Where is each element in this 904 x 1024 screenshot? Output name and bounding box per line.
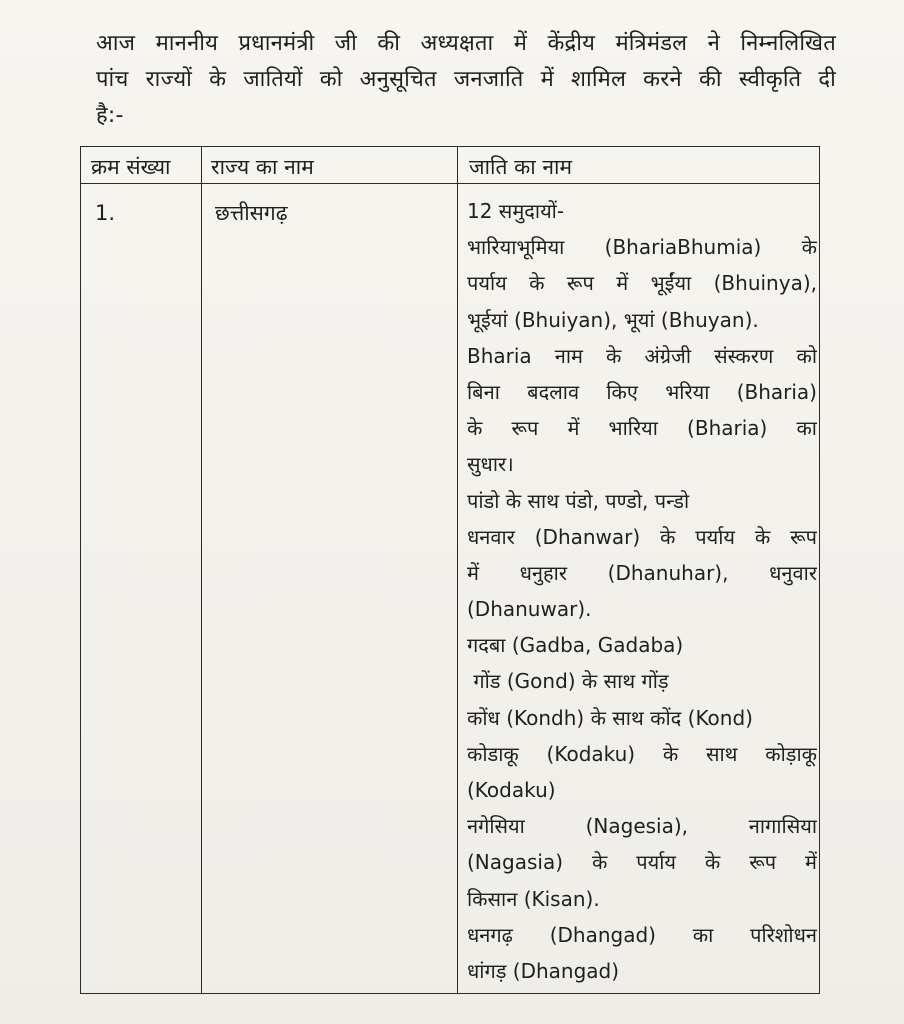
caste-line: धनगढ़ (Dhangad) का परिशोधन (467, 922, 817, 947)
caste-line: में धनुहार (Dhanuhar), धनुवार (467, 560, 817, 585)
caste-line: (Nagasia) के पर्याय के रूप में (467, 850, 817, 875)
caste-line: धनवार (Dhanwar) के पर्याय के रूप (467, 524, 817, 549)
caste-line: गदबा (Gadba, Gadaba) (467, 633, 684, 658)
caste-line: भारियाभूमिया (BhariaBhumia) के (467, 235, 817, 260)
row-serial: 1. (95, 201, 116, 225)
caste-line: Bharia नाम के अंग्रेजी संस्करण को (467, 343, 817, 368)
intro-line-1: आज माननीय प्रधानमंत्री जी की अध्यक्षता में केंद्रीय मंत्रिमंडल ने निम्नलिखित (96, 31, 836, 56)
caste-line: गोंड (Gond) के साथ गोंड़ (467, 669, 669, 694)
row-state: छत्तीसगढ़ (215, 201, 288, 225)
column-divider-1 (201, 147, 202, 993)
intro-line-2: पांच राज्यों के जातियों को अनुसूचित जनजाति में शामिल करने की स्वीकृति दी (96, 67, 836, 92)
caste-line: कोंध (Kondh) के साथ कोंद (Kond) (467, 705, 753, 730)
column-divider-2 (457, 147, 458, 993)
intro-line-3: है:- (96, 103, 124, 128)
caste-line: किसान (Kisan). (467, 886, 600, 911)
caste-line: पांडो के साथ पंडो, पण्डो, पन्डो (467, 488, 690, 513)
header-divider (81, 183, 819, 184)
caste-line: सुधार। (467, 452, 514, 477)
caste-line: (Dhanuwar). (467, 597, 592, 622)
caste-line: कोडाकू (Kodaku) के साथ कोड़ाकू (467, 741, 817, 766)
header-state: राज्य का नाम (211, 155, 314, 179)
caste-line: 12 समुदायों- (467, 199, 565, 223)
caste-line: धांगड़ (Dhangad) (467, 958, 620, 983)
caste-line: (Kodaku) (467, 778, 556, 802)
caste-line: भूईयां (Bhuiyan), भूयां (Bhuyan). (467, 307, 759, 332)
header-caste: जाति का नाम (469, 155, 572, 179)
caste-line: के रूप में भारिया (Bharia) का (467, 416, 817, 441)
caste-list (467, 193, 817, 989)
caste-table (80, 146, 820, 994)
caste-line: नगेसिया (Nagesia), नागासिया (467, 814, 817, 839)
caste-line: बिना बदलाव किए भरिया (Bharia) (467, 379, 817, 404)
header-serial: क्रम संख्या (91, 155, 171, 179)
caste-line: पर्याय के रूप में भूईंया (Bhuinya), (467, 271, 817, 296)
intro-paragraph (96, 26, 836, 134)
